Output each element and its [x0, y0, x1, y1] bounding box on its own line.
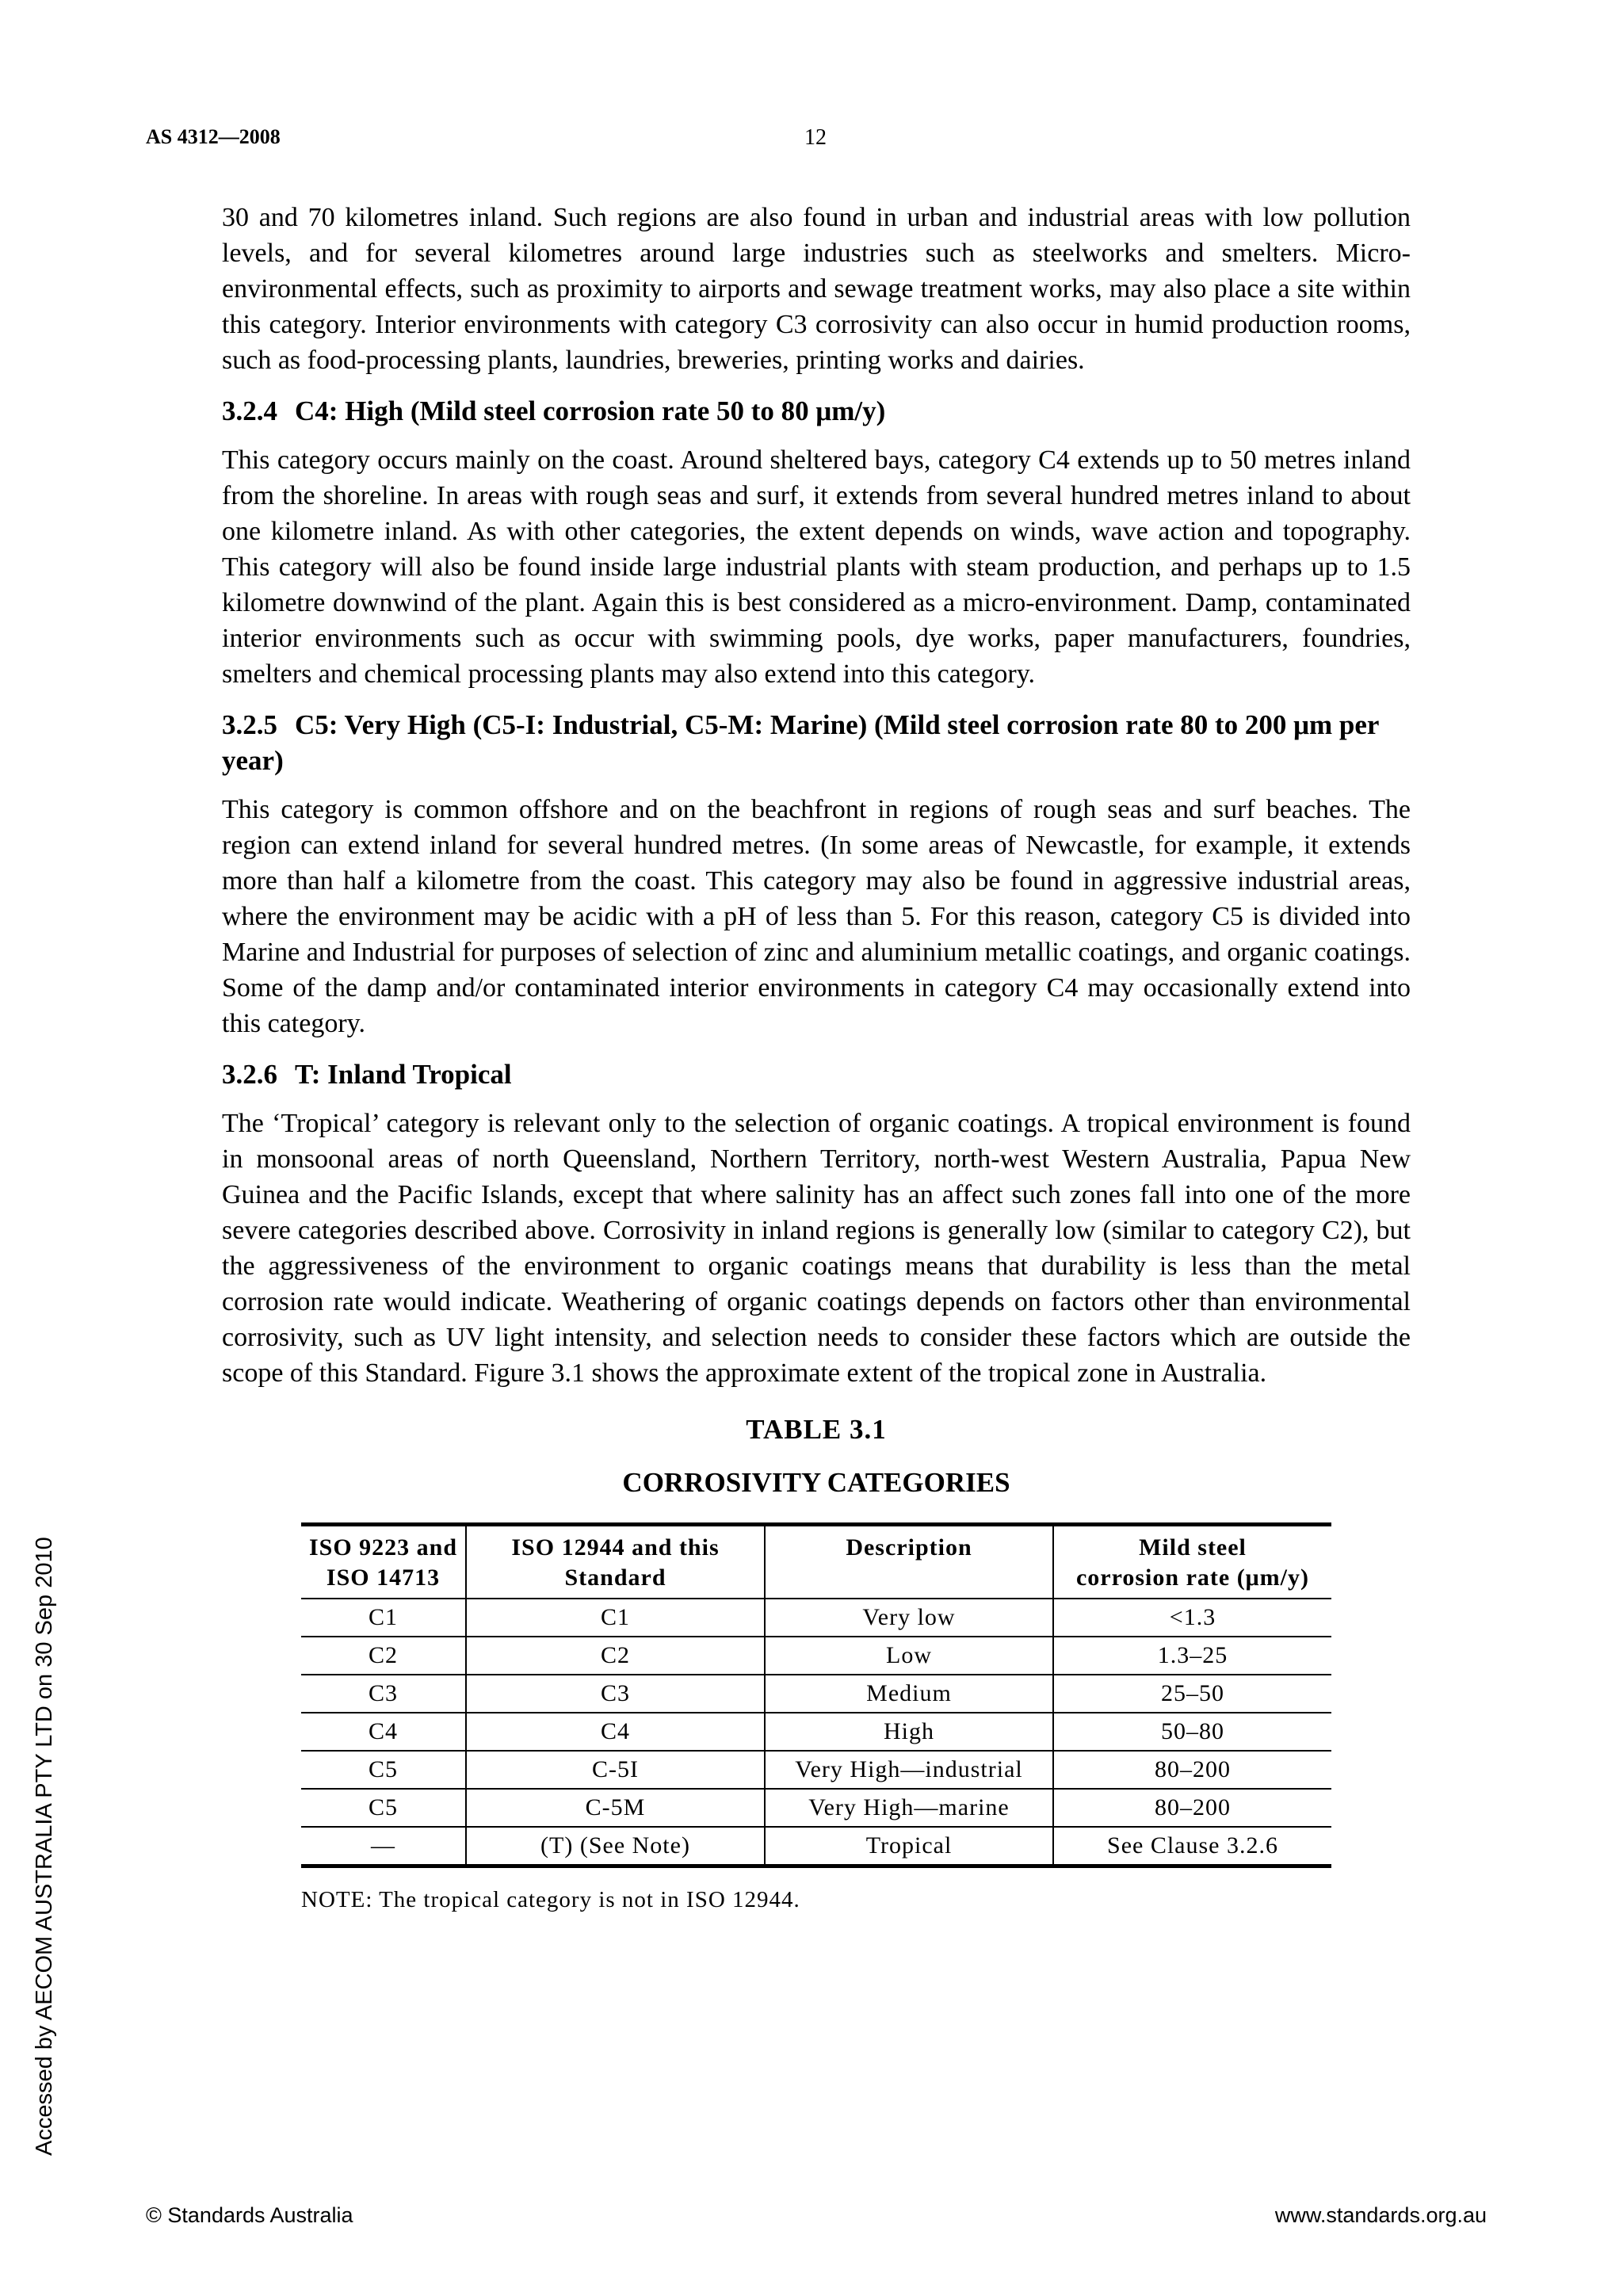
section-title: C4: High (Mild steel corrosion rate 50 to 80 μm/y): [295, 395, 886, 426]
section-heading-3-2-6: [222, 1056, 1411, 1092]
section-title: C5: Very High (C5-I: Industrial, C5-M: Marine) (Mild steel corrosion rate 80 to 200 μm per year): [222, 709, 1379, 776]
table-cell: C1: [466, 1599, 765, 1637]
table-cell: Tropical: [765, 1827, 1053, 1866]
section-heading-3-2-4: [222, 393, 1411, 429]
section-number: 3.2.6: [222, 1059, 277, 1090]
table-cell: C5: [301, 1789, 466, 1827]
table-caption: CORROSIVITY CATEGORIES: [622, 1467, 1010, 1498]
table-cell: C2: [466, 1637, 765, 1675]
table-header-row: [301, 1525, 1331, 1599]
table-note: NOTE: The tropical category is not in ISO 12944.: [301, 1887, 800, 1912]
table-cell: 50–80: [1053, 1713, 1331, 1751]
table-cell: —: [301, 1827, 466, 1866]
footer-website: www.standards.org.au: [1274, 2203, 1487, 2227]
table-cell: C-5I: [466, 1751, 765, 1789]
section-number: 3.2.5: [222, 709, 277, 740]
table-cell: <1.3: [1053, 1599, 1331, 1637]
access-watermark: Accessed by AECOM AUSTRALIA PTY LTD on 30 Sep 2010: [32, 1537, 57, 2156]
column-header: ISO 9223 and ISO 14713: [301, 1525, 466, 1599]
section-text-3-2-5: This category is common offshore and on the beachfront in regions of rough seas and surf beaches. The region can extend inland for several hundred metres. (In some areas of Newcastle, for example, it extends more than half a kilometre from the coast. This category may also be found in aggressive industrial areas, where the environment may be acidic with a pH of less than 5. For this reason, category C5 is divided into Marine and Industrial for purposes of selection of zinc and aluminium metallic coatings, and organic coatings. Some of the damp and/or contaminated interior environments in category C4 may occasionally extend into this category.: [222, 795, 1411, 1038]
table-cell: Very High—marine: [765, 1789, 1053, 1827]
table-cell: C2: [301, 1637, 466, 1675]
table-cell: C4: [301, 1713, 466, 1751]
table-cell: C-5M: [466, 1789, 765, 1827]
table-cell: (T) (See Note): [466, 1827, 765, 1866]
table-cell: C3: [466, 1675, 765, 1713]
table-cell: 80–200: [1053, 1789, 1331, 1827]
table-cell: C3: [301, 1675, 466, 1713]
table-cell: Very low: [765, 1599, 1053, 1637]
table-row: [301, 1713, 1331, 1751]
section-title: T: Inland Tropical: [295, 1059, 512, 1090]
section-heading-3-2-5: [222, 707, 1411, 778]
section-text-3-2-4: This category occurs mainly on the coast. Around sheltered bays, category C4 extends up to 50 metres inland from the shoreline. In areas with rough seas and surf, it extends from several hundred metres inland to about one kilometre inland. As with other categories, the extent depends on winds, wave action and topography. This category will also be found inside large industrial plants with steam production, and perhaps up to 1.5 kilometre downwind of the plant. Again this is best considered as a micro-environment. Damp, contaminated interior environments such as occur with swimming pools, dye works, paper manufacturers, foundries, smelters and chemical processing plants may also extend into this category.: [222, 445, 1411, 689]
table-cell: C5: [301, 1751, 466, 1789]
standard-number: AS 4312—2008: [146, 125, 281, 148]
table-cell: Very High—industrial: [765, 1751, 1053, 1789]
column-header: Description: [765, 1525, 1053, 1599]
section-number: 3.2.4: [222, 395, 277, 426]
table-cell: C4: [466, 1713, 765, 1751]
intro-paragraph: 30 and 70 kilometres inland. Such regions are also found in urban and industrial areas with low pollution levels, and for several kilometres around large industries such as steelworks and smelters. Micro-environmental effects, such as proximity to airports and sewage treatment works, may also place a site within this category. Interior environments with category C3 corrosivity can also occur in humid production rooms, such as food-processing plants, laundries, breweries, printing works and dairies.: [222, 203, 1411, 375]
table-cell: High: [765, 1713, 1053, 1751]
table-row: [301, 1599, 1331, 1637]
column-header: ISO 12944 and this Standard: [466, 1525, 765, 1599]
table-cell: 1.3–25: [1053, 1637, 1331, 1675]
section-text-3-2-6: The ‘Tropical’ category is relevant only to the selection of organic coatings. A tropical environment is found in monsoonal areas of north Queensland, Northern Territory, north-west Western Australia, Papua New Guinea and the Pacific Islands, except that where salinity has an affect such zones fall into one of the more severe categories described above. Corrosivity in inland regions is generally low (similar to category C2), but the aggressiveness of the environment to organic coatings means that durability is less than the metal corrosion rate would indicate. Weathering of organic coatings depends on factors other than environmental corrosivity, such as UV light intensity, and selection needs to consider these factors which are outside the scope of this Standard. Figure 3.1 shows the approximate extent of the tropical zone in Australia.: [222, 1109, 1411, 1388]
page-content: [222, 200, 1411, 1918]
column-header: Mild steel corrosion rate (μm/y): [1053, 1525, 1331, 1599]
table-cell: 25–50: [1053, 1675, 1331, 1713]
footer-copyright: © Standards Australia: [146, 2203, 353, 2227]
table-row: [301, 1675, 1331, 1713]
table-cell: C1: [301, 1599, 466, 1637]
table-row: [301, 1637, 1331, 1675]
table-row: [301, 1789, 1331, 1827]
table-cell: 80–200: [1053, 1751, 1331, 1789]
table-row: [301, 1827, 1331, 1866]
table-cell: Low: [765, 1637, 1053, 1675]
page-number: 12: [804, 125, 827, 150]
table-row: [301, 1751, 1331, 1789]
table-label: TABLE 3.1: [746, 1414, 887, 1445]
table-cell: Medium: [765, 1675, 1053, 1713]
corrosivity-table: [301, 1522, 1331, 1868]
table-cell: See Clause 3.2.6: [1053, 1827, 1331, 1866]
